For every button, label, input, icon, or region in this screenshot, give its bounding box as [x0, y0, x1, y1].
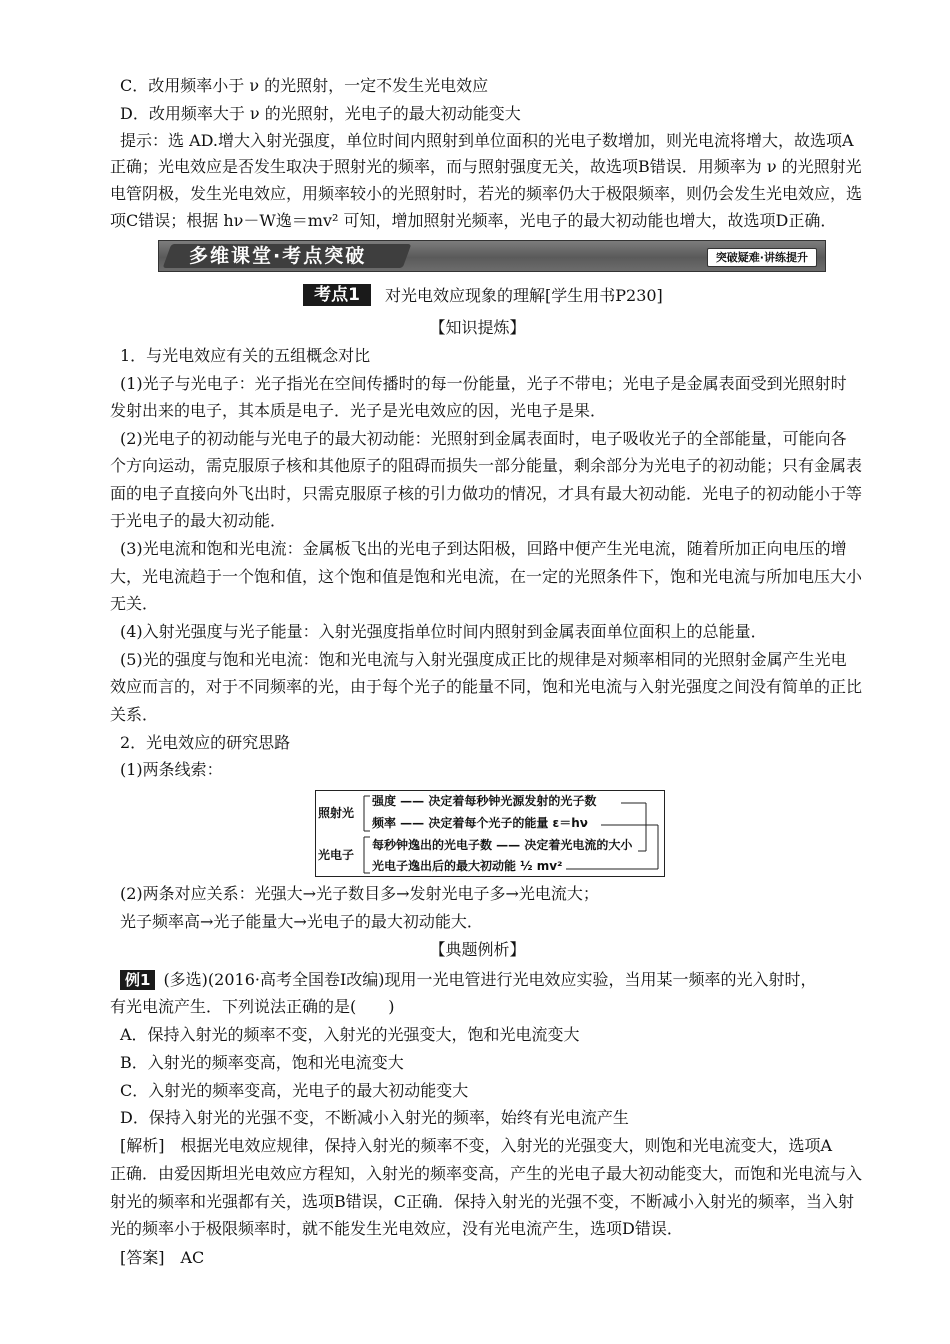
- knowledge-line: (5)光的强度与饱和光电流：饱和光电流与入射光强度成正比的规律是对频率相同的光照射金属产生光电: [120, 650, 847, 669]
- hint-line: 正确；光电效应是否发生取决于照射光的频率，而与照射强度无关，故选项B错误．用频率为 ν 的光照射光: [110, 157, 862, 176]
- example-option: A．保持入射光的频率不变，入射光的光强变大，饱和光电流变大: [120, 1025, 580, 1044]
- knowledge-line: 2．光电效应的研究思路: [120, 733, 291, 752]
- diagram-label-light: 照射光: [318, 806, 355, 820]
- example-option: B．入射光的频率变高，饱和光电流变大: [120, 1053, 404, 1072]
- analysis-line: 正确．由爱因斯坦光电效应方程知，入射光的频率变高，产生的光电子最大初动能变大，而饱和光电流与入: [110, 1164, 863, 1183]
- option-d: D．改用频率大于 ν 的光照射，光电子的最大初动能变大: [120, 104, 521, 123]
- kaodian-title: 对光电效应现象的理解[学生用书P230]: [385, 286, 663, 305]
- concept-diagram: [315, 790, 665, 877]
- knowledge-line: (3)光电流和饱和光电流：金属板飞出的光电子到达阳极，回路中便产生光电流，随着所加正向电压的增: [120, 539, 847, 558]
- knowledge-heading: 【知识提炼】: [429, 318, 526, 337]
- diagram-label-electron: 光电子: [318, 848, 355, 862]
- example-stem-text: (多选)(2016·高考全国卷Ⅰ改编)现用一光电管进行光电效应实验，当用某一频率的光入射时，: [163, 970, 817, 989]
- knowledge-line: (1)光子与光电子：光子指光在空间传播时的每一份能量，光子不带电；光电子是金属表面受到光照射时: [120, 374, 847, 393]
- answer-line: [答案] AC: [120, 1248, 205, 1267]
- knowledge-line: 大，光电流趋于一个饱和值，这个饱和值是饱和光电流，在一定的光照条件下，饱和光电流与所加电压大小: [110, 567, 863, 586]
- kaodian-label: 考点1: [303, 284, 371, 306]
- knowledge-line: (1)两条线索：: [120, 760, 223, 779]
- hint-line: 电管阴极，发生光电效应，用频率较小的光照射时，若光的频率仍大于极限频率，则仍会发生光电效应，选: [110, 184, 863, 203]
- example-option: C．入射光的频率变高，光电子的最大初动能变大: [120, 1081, 469, 1100]
- knowledge-line: 效应而言的，对于不同频率的光，由于每个光子的能量不同，饱和光电流与入射光强度之间没有简单的正比: [110, 677, 863, 696]
- banner-title: 多维课堂·考点突破: [189, 245, 367, 267]
- knowledge-line: 发射出来的电子，其本质是电子．光子是光电效应的因，光电子是果．: [110, 401, 607, 420]
- analysis-line: 光的频率小于极限频率时，就不能发生光电效应，没有光电流产生，选项D错误．: [110, 1219, 683, 1238]
- example-heading: 【典题例析】: [429, 940, 526, 959]
- knowledge-line: 关系．: [110, 705, 159, 724]
- analysis-line: 射光的频率和光强都有关，选项B错误，C正确．保持入射光的光强不变，不断减小入射光的频率，当入射: [110, 1192, 855, 1211]
- example-label: 例1: [120, 970, 155, 990]
- diagram-row: 每秒钟逸出的光电子数 —— 决定着光电流的大小: [372, 838, 633, 852]
- analysis-line: [解析] 根据光电效应规律，保持入射光的频率不变，入射光的光强变大，则饱和光电流变大，选项A: [120, 1136, 833, 1155]
- example-option: D．保持入射光的光强不变，不断减小入射光的频率，始终有光电流产生: [120, 1108, 629, 1127]
- knowledge-line: 个方向运动，需克服原子核和其他原子的阻碍而损失一部分能量，剩余部分为光电子的初动能；只有金属表: [110, 456, 863, 475]
- hint-line: 项C错误；根据 hν－W逸＝mv² 可知，增加照射光频率，光电子的最大初动能也增大，故选项D正确．: [110, 211, 837, 230]
- example-stem: [120, 970, 845, 990]
- knowledge-line: (2)光电子的初动能与光电子的最大初动能：光照射到金属表面时，电子吸收光子的全部能量，可能向各: [120, 429, 847, 448]
- relation-line: 光子频率高→光子能量大→光电子的最大初动能大．: [120, 912, 483, 931]
- diagram-row: 强度 —— 决定着每秒钟光源发射的光子数: [372, 794, 597, 808]
- banner-tag: 突破疑难·讲练提升: [707, 248, 817, 267]
- knowledge-line: (4)入射光强度与光子能量：入射光强度指单位时间内照射到金属表面单位面积上的总能量．: [120, 622, 767, 641]
- option-c: C．改用频率小于 ν 的光照射，一定不发生光电效应: [120, 76, 489, 95]
- section-banner: [158, 240, 826, 272]
- knowledge-line: 于光电子的最大初动能．: [110, 511, 287, 530]
- example-stem-cont: 有光电流产生．下列说法正确的是( ): [110, 997, 395, 1016]
- diagram-row: 光电子逸出后的最大初动能 ½ mv²: [372, 859, 563, 873]
- hint-line: 提示：选 AD.增大入射光强度，单位时间内照射到单位面积的光电子数增加，则光电流将增大，故选项A: [120, 131, 854, 150]
- knowledge-line: 无关．: [110, 594, 159, 613]
- relation-line: (2)两条对应关系：光强大→光子数目多→发射光电子多→光电流大；: [120, 884, 599, 903]
- knowledge-line: 面的电子直接向外飞出时，只需克服原子核的引力做功的情况，才具有最大初动能．光电子的初动能小于等: [110, 484, 863, 503]
- diagram-row: 频率 —— 决定着每个光子的能量 ε＝hν: [372, 816, 588, 830]
- knowledge-line: 1．与光电效应有关的五组概念对比: [120, 346, 371, 365]
